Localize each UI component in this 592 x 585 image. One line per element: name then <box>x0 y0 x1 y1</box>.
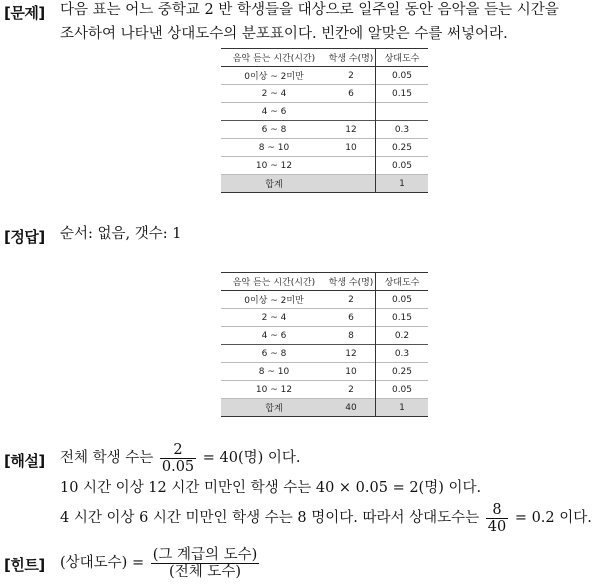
column-header: 상대도수 <box>376 273 429 291</box>
table-cell: 2 ~ 4 <box>261 88 287 99</box>
explanation-section <box>0 440 592 535</box>
problem-table <box>221 48 428 193</box>
problem-text <box>60 0 586 46</box>
table-cell: 10 <box>345 366 357 377</box>
hint-formula <box>60 544 586 582</box>
fraction-numerator: 8 <box>486 502 508 519</box>
fraction-denominator: (전체 도수) <box>169 563 241 580</box>
fraction-numerator: (그 계급의 도수) <box>152 546 258 563</box>
table-row <box>221 381 428 399</box>
explanation-line-3-pre: 4 시간 이상 6 시간 미만인 학생 수는 8 명이다. 따라서 상대도수는 <box>60 510 480 526</box>
table-row <box>221 327 428 345</box>
table-cell: 2 ~ 4 <box>261 312 287 323</box>
problem-tag: [문제] <box>4 4 45 22</box>
hint-formula-lhs: (상대도수) = <box>60 555 145 571</box>
table-row <box>221 121 428 139</box>
table-cell: 6 ~ 8 <box>261 348 287 359</box>
table-row <box>221 103 428 121</box>
fraction <box>160 442 196 475</box>
table-cell: 6 <box>348 88 354 99</box>
table-total-cell: 40 <box>345 402 357 413</box>
table-row <box>221 67 428 85</box>
table-cell: 4 ~ 6 <box>261 106 287 117</box>
table-total-cell: 합계 <box>265 180 283 190</box>
table-row <box>221 363 428 381</box>
table-cell: 10 ~ 12 <box>255 384 293 395</box>
table-total-row <box>221 175 428 193</box>
hint-section <box>0 544 592 584</box>
explanation-line-1-pre: 전체 학생 수는 <box>60 450 154 466</box>
table-cell: 0.05 <box>376 67 429 85</box>
explanation-line-2: 10 시간 이상 12 시간 미만인 학생 수는 40 × 0.05 = 2(명) 이다. <box>60 480 482 496</box>
table-cell: 8 <box>348 330 354 341</box>
table-cell: 0.15 <box>376 309 429 327</box>
explanation-line-3-post: = 0.2 이다. <box>514 510 592 526</box>
table-cell: 6 ~ 8 <box>261 124 287 135</box>
table-cell <box>376 103 429 121</box>
table-cell: 8 ~ 10 <box>258 142 290 153</box>
explanation-line-1 <box>60 440 586 476</box>
table-cell: 0.05 <box>376 381 429 399</box>
table-row <box>221 85 428 103</box>
table-total-cell: 1 <box>376 399 429 417</box>
column-header: 음악 듣는 시간(시간) <box>232 54 316 64</box>
table-cell: 0.05 <box>376 291 429 309</box>
column-header: 상대도수 <box>376 49 429 67</box>
table-cell: 0.25 <box>376 139 429 157</box>
table-cell: 0이상 ~ 2미만 <box>244 72 304 82</box>
table-cell: 10 <box>345 142 357 153</box>
column-header: 학생 수(명) <box>328 54 374 64</box>
hint-tag: [힌트] <box>4 556 45 574</box>
explanation-tag: [해설] <box>4 452 45 470</box>
table-row <box>221 157 428 175</box>
table-cell: 2 <box>348 70 354 81</box>
explanation-line-3 <box>60 500 592 536</box>
table-total-cell: 1 <box>376 175 429 193</box>
fraction <box>151 547 260 580</box>
problem-text-line-1: 다음 표는 어느 중학교 2 반 학생들을 대상으로 일주일 동안 음악을 듣는 시간을 <box>60 2 559 18</box>
answer-table <box>221 272 428 417</box>
table-cell: 10 ~ 12 <box>255 160 293 171</box>
fraction-denominator: 0.05 <box>161 458 195 475</box>
hint-text <box>60 544 586 582</box>
column-header: 음악 듣는 시간(시간) <box>232 278 316 288</box>
table-cell: 0.3 <box>376 121 429 139</box>
table-cell: 12 <box>345 348 357 359</box>
table-cell: 12 <box>345 124 357 135</box>
table-header-row <box>221 273 428 291</box>
answer-text-line: 순서: 없음, 갯수: 1 <box>60 226 182 242</box>
problem-text-line-2: 조사하여 나타낸 상대도수의 분포표이다. 빈칸에 알맞은 수를 써넣어라. <box>60 26 508 42</box>
table-cell: 8 ~ 10 <box>258 366 290 377</box>
table-cell <box>327 157 376 175</box>
column-header: 학생 수(명) <box>328 278 374 288</box>
answer-tag: [정답] <box>4 228 45 246</box>
explanation-line-1-post: = 40(명) 이다. <box>202 450 301 466</box>
table-cell: 0이상 ~ 2미만 <box>244 296 304 306</box>
table-cell <box>327 103 376 121</box>
table-cell: 0.3 <box>376 345 429 363</box>
table-row <box>221 139 428 157</box>
explanation-text <box>60 440 592 536</box>
fraction-denominator: 40 <box>487 518 507 535</box>
table-row <box>221 345 428 363</box>
table-row <box>221 291 428 309</box>
table-cell: 0.05 <box>376 157 429 175</box>
table-cell: 0.25 <box>376 363 429 381</box>
table-cell: 0.2 <box>376 327 429 345</box>
problem-section <box>0 0 592 200</box>
fraction-numerator: 2 <box>160 442 196 459</box>
table-total-cell <box>327 175 376 193</box>
table-header-row <box>221 49 428 67</box>
fraction <box>486 502 508 535</box>
table-row <box>221 309 428 327</box>
table-total-cell: 합계 <box>265 404 283 414</box>
table-cell: 2 <box>348 294 354 305</box>
table-total-row <box>221 399 428 417</box>
table-cell: 2 <box>348 384 354 395</box>
table-cell: 4 ~ 6 <box>261 330 287 341</box>
answer-text <box>60 222 586 246</box>
table-cell: 0.15 <box>376 85 429 103</box>
table-cell: 6 <box>348 312 354 323</box>
answer-section <box>0 224 592 424</box>
